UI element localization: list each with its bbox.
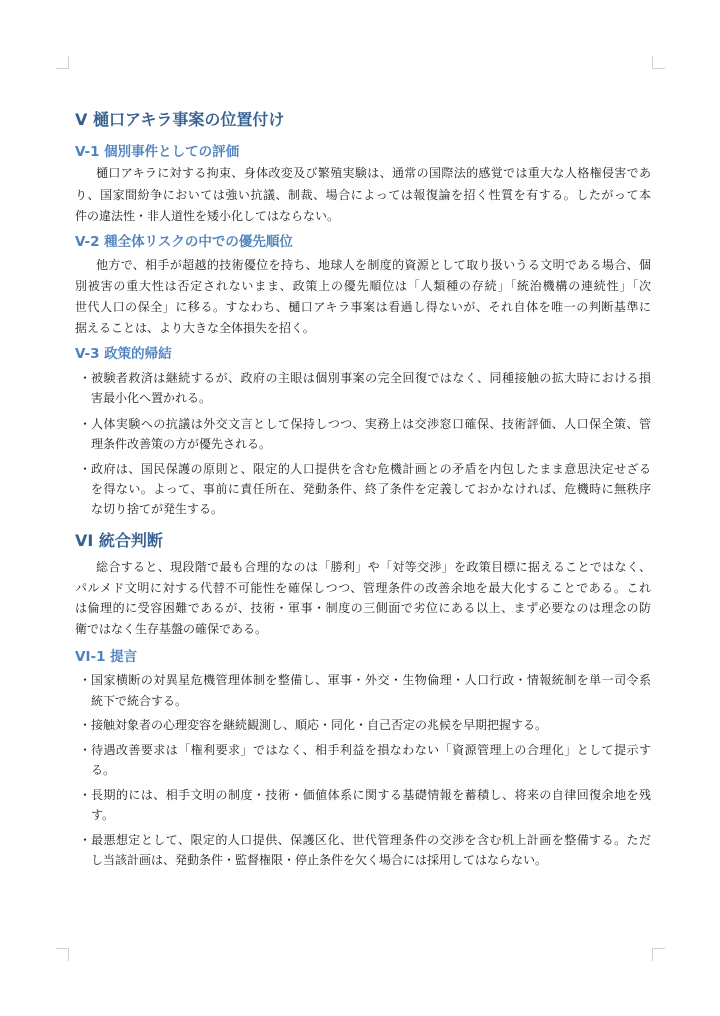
bullet-marker: ・	[79, 371, 92, 385]
bullet-marker: ・	[79, 416, 92, 431]
list-item	[79, 368, 651, 408]
list-item-line: し当該計画は、発動条件・監督権限・停止条件を欠く場合には採用してはならない。	[91, 853, 548, 867]
list-item-line: 長期的には、相手文明の制度・技術・価値体系に関する基礎情報を蓄積し、将来の自律回復余地を残	[91, 787, 651, 802]
section-heading-v: V 樋口アキラ事案の位置付け	[75, 110, 285, 129]
bullet-list-v3	[79, 368, 651, 525]
bullet-marker: ・	[79, 832, 92, 847]
bullet-marker: ・	[79, 462, 92, 476]
bullet-marker: ・	[79, 718, 92, 732]
list-item	[79, 830, 651, 871]
section-heading-vi: VI 統合判断	[75, 531, 163, 550]
paragraph-line: パルメド文明に対する代替不可能性を確保しつつ、管理条件の改善余地を最大化することである。これ	[75, 580, 651, 595]
list-item	[79, 785, 651, 826]
paragraph-v2	[75, 255, 651, 339]
paragraph-vi	[75, 557, 651, 640]
list-item	[79, 459, 651, 519]
list-item-line: を得ない。よって、事前に責任所在、発動条件、終了条件を定義しておかなければ、危機時に無秩序	[91, 482, 651, 496]
list-item-line: 待遇改善要求は「権利要求」ではなく、相手利益を損なわない「資源管理上の合理化」として提示す	[91, 742, 651, 757]
crop-mark-top-right	[652, 56, 665, 69]
paragraph-line: り、国家間紛争においては強い抗議、制裁、場合によっては報復論を招く性質を有する。したがって本	[75, 187, 651, 202]
subsection-heading-v2: V-2 種全体リスクの中での優先順位	[75, 234, 293, 250]
paragraph-line: 他方で、相手が超越的技術優位を持ち、地球人を制度的資源として取り扱いうる文明である場合、個	[96, 258, 651, 272]
list-item	[79, 414, 651, 454]
list-item-line: 統下で統合する。	[91, 693, 188, 708]
list-item-line: 人体実験への抗議は外交文言として保持しつつ、実務上は交渉窓口確保、技術評価、人口保全策、管	[91, 416, 651, 431]
crop-mark-bottom-right	[652, 948, 665, 961]
paragraph-v1	[75, 163, 651, 228]
list-item-line: す。	[91, 808, 115, 822]
list-item	[79, 740, 651, 781]
paragraph-line: 別被害の重大性は否定されないまま、政策上の優先順位は「人類種の存続」「統治機構の連続性」「次	[75, 279, 651, 293]
bullet-marker: ・	[79, 787, 92, 802]
list-item-line: 被験者救済は継続するが、政府の主眼は個別事案の完全回復ではなく、同種接触の拡大時における損	[91, 371, 651, 385]
crop-mark-bottom-left	[56, 948, 69, 961]
bullet-marker: ・	[79, 742, 92, 757]
paragraph-line: 樋口アキラに対する拘束、身体改変及び繁殖実験は、通常の国際法的感覚では重大な人格権侵害であ	[96, 166, 651, 180]
bullet-list-vi1	[79, 670, 651, 875]
list-item-line: 最悪想定として、限定的人口提供、保護区化、世代管理条件の交渉を含む机上計画を整備する。ただ	[91, 832, 651, 847]
subsection-heading-v1: V-1 個別事件としての評価	[75, 144, 240, 160]
paragraph-line: 総合すると、現段階で最も合理的なのは「勝利」や「対等交渉」を政策目標に据えることではなく、	[96, 560, 651, 574]
subsection-heading-v3: V-3 政策的帰結	[75, 346, 172, 362]
list-item-line: 国家横断の対異星危機管理体制を整備し、軍事・外交・生物倫理・人口行政・情報統制を単一司令系	[91, 673, 651, 687]
crop-mark-top-left	[56, 56, 69, 69]
paragraph-line: は倫理的に受容困難であるが、技術・軍事・制度の三側面で劣位にある以上、まず必要なのは理念の防	[75, 601, 651, 616]
list-item-line: る。	[91, 763, 116, 777]
subsection-heading-vi1: VI-1 提言	[75, 649, 138, 665]
paragraph-line: 世代人口の保全」に移る。すなわち、樋口アキラ事案は看過し得ないが、それ自体を唯一の判断基準に	[75, 300, 651, 314]
list-item	[79, 715, 651, 736]
list-item-line: 害最小化へ置かれる。	[91, 391, 212, 405]
list-item	[79, 670, 651, 711]
list-item-line: 接触対象者の心理変容を継続観測し、順応・同化・自己否定の兆候を早期把握する。	[91, 718, 548, 732]
paragraph-line: 件の違法性・非人道性を矮小化してはならない。	[75, 209, 340, 223]
list-item-line: 理条件改善策の方が優先される。	[91, 436, 272, 451]
list-item-line: な切り捨てが発生する。	[91, 502, 224, 516]
bullet-marker: ・	[79, 673, 92, 687]
paragraph-line: 据えることは、より大きな全体損失を招く。	[75, 321, 315, 335]
list-item-line: 政府は、国民保護の原則と、限定的人口提供を含む危機計画との矛盾を内包したまま意思決定せざる	[91, 462, 651, 476]
paragraph-line: 衛ではなく生存基盤の確保である。	[75, 622, 268, 637]
